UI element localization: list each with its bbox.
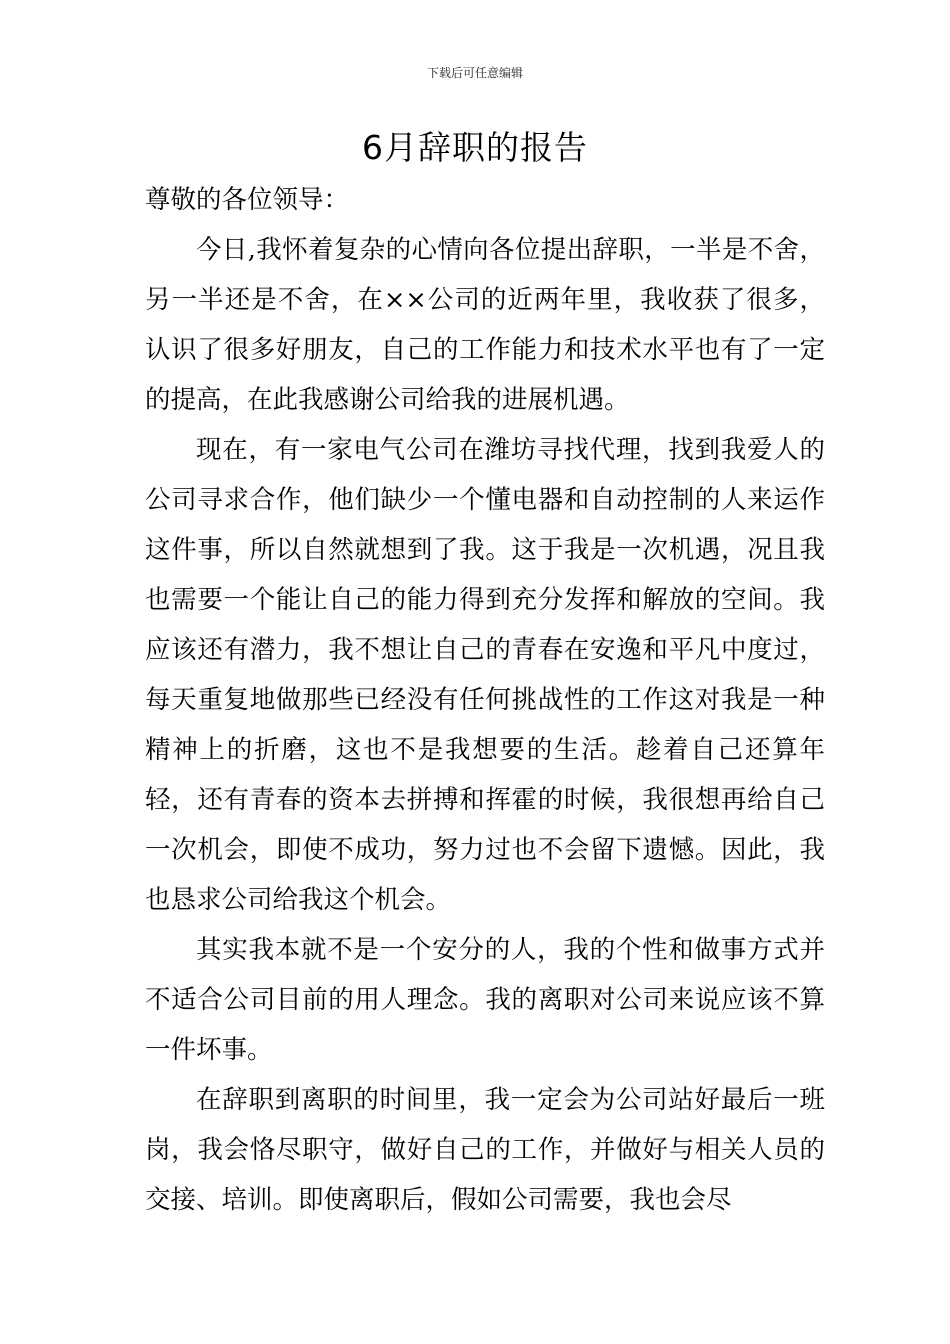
paragraph-3: 其实我本就不是一个安分的人，我的个性和做事方式并不适合公司目前的用人理念。我的离职对公司来说应该不算一件坏事。 [145,935,825,1065]
paragraph-2: 现在，有一家电气公司在潍坊寻找代理，找到我爱人的公司寻求合作，他们缺少一个懂电器和自动控制的人来运作这件事，所以自然就想到了我。这于我是一次机遇，况且我也需要一个能让自己的能力得到充分发挥和解放的空间。我应该还有潜力，我不想让自己的青春在安逸和平凡中度过，每天重复地做那些已经没有任何挑战性的工作这对我是一种精神上的折磨，这也不是我想要的生活。趁着自己还算年轻，还有青春的资本去拼搏和挥霍的时候，我很想再给自己一次机会，即使不成功，努力过也不会留下遗憾。因此，我也恳求公司给我这个机会。 [145,435,825,915]
header-note: 下载后可任意编辑 [426,66,523,80]
document-body [145,175,825,1225]
document-title: 6月辞职的报告 [362,128,588,167]
salutation: 尊敬的各位领导： [145,185,350,215]
paragraph-1: 今日,我怀着复杂的心情向各位提出辞职，一半是不舍，另一半还是不舍，在××公司的近两年里，我收获了很多，认识了很多好朋友，自己的工作能力和技术水平也有了一定的提高，在此我感谢公司给我的进展机遇。 [145,235,825,415]
paragraph-4: 在辞职到离职的时间里，我一定会为公司站好最后一班岗，我会恪尽职守，做好自己的工作，并做好与相关人员的交接、培训。即使离职后，假如公司需要，我也会尽 [145,1085,825,1215]
